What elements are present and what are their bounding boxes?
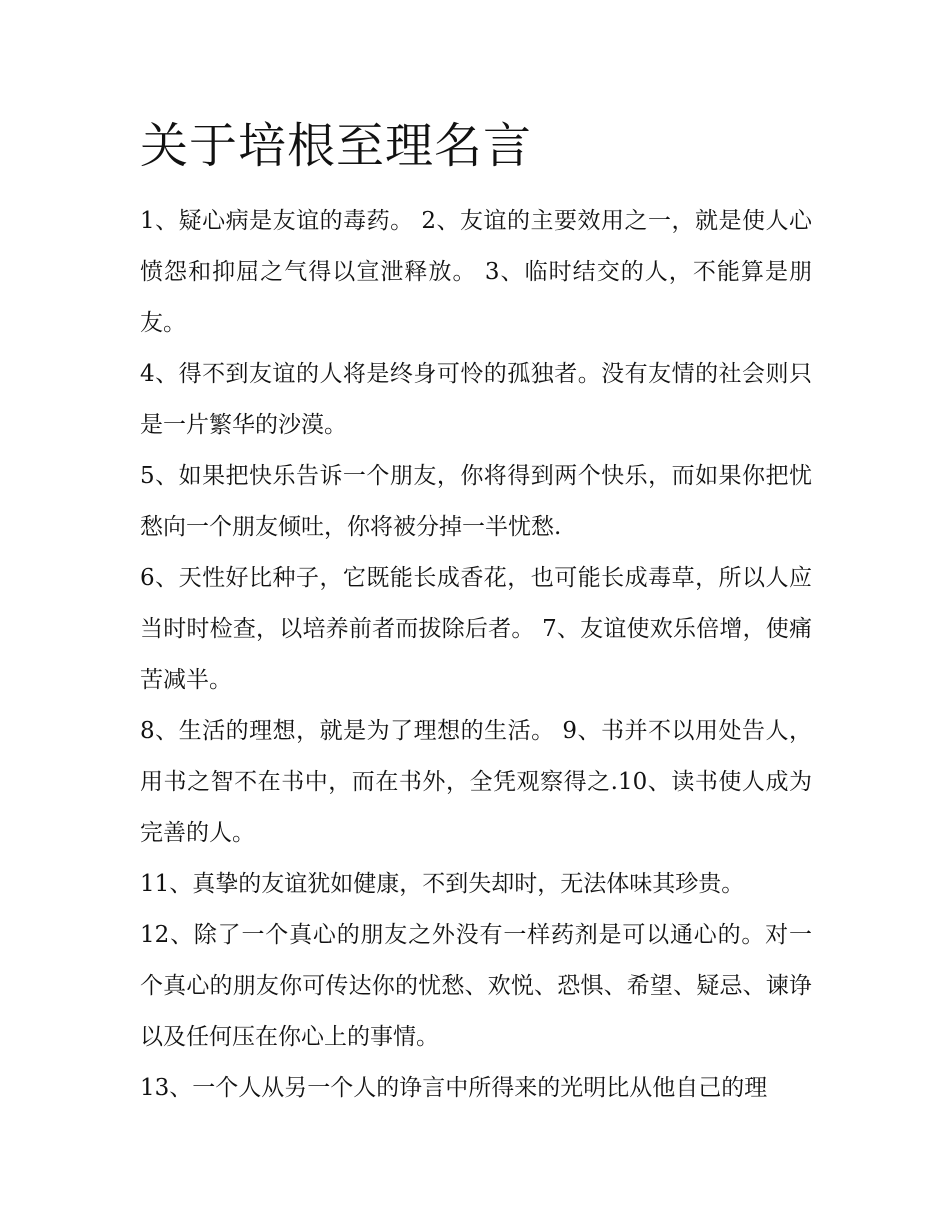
- document-title: 关于培根至理名言: [140, 118, 533, 174]
- paragraph-quote-4: 4、得不到友谊的人将是终身可怜的孤独者。没有友情的社会则只是一片繁华的沙漠。: [140, 361, 812, 438]
- paragraph-quotes-8-10: 8、生活的理想，就是为了理想的生活。 9、书并不以用处告人，用书之智不在书中，而在书外，全凭观察得之.10、读书使人成为完善的人。: [140, 718, 812, 846]
- paragraph-quote-5: 5、如果把快乐告诉一个朋友，你将得到两个快乐，而如果你把忧愁向一个朋友倾吐，你将被分掉一半忧愁.: [140, 463, 812, 540]
- paragraph-quote-12: 12、除了一个真心的朋友之外没有一样药剂是可以通心的。对一个真心的朋友你可传达你的忧愁、欢悦、恐惧、希望、疑忌、谏诤以及任何压在你心上的事情。: [140, 922, 812, 1050]
- paragraph-quote-11: 11、真挚的友谊犹如健康，不到失却时，无法体味其珍贵。: [140, 871, 745, 897]
- document-body: [140, 196, 812, 1114]
- paragraph-quote-13: 13、一个人从另一个人的诤言中所得来的光明比从他自己的理: [140, 1075, 768, 1101]
- paragraph-quotes-6-7: 6、天性好比种子，它既能长成香花，也可能长成毒草，所以人应当时时检查，以培养前者而拔除后者。 7、友谊使欢乐倍增，使痛苦减半。: [140, 565, 812, 693]
- paragraph-quotes-1-3: 1、疑心病是友谊的毒药。 2、友谊的主要效用之一，就是使人心愤怨和抑屈之气得以宣泄释放。 3、临时结交的人，不能算是朋友。: [140, 208, 812, 336]
